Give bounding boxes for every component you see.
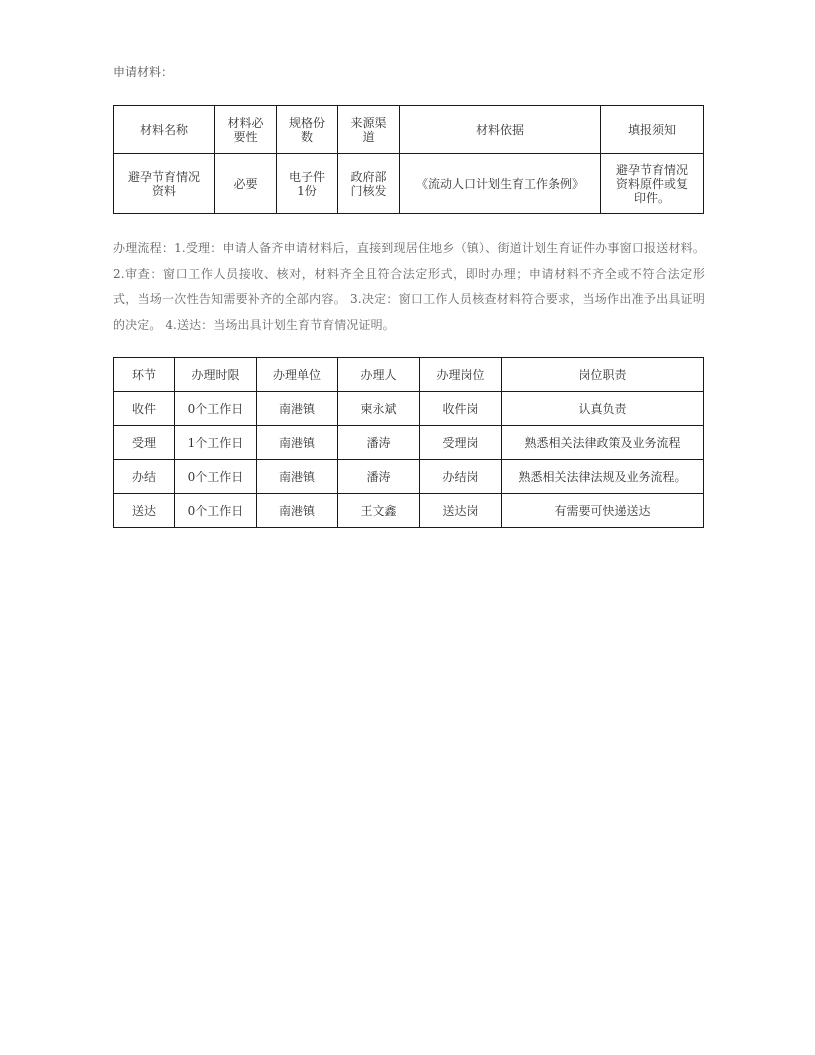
steps-header-time-limit: 办理时限 xyxy=(175,358,257,392)
step-post-cell: 办结岗 xyxy=(420,460,502,494)
step-post-cell: 送达岗 xyxy=(420,494,502,528)
process-steps-table xyxy=(113,357,704,528)
step-time-limit-cell: 0个工作日 xyxy=(175,460,257,494)
material-copies-cell: 电子件1份 xyxy=(277,154,338,214)
process-description: 办理流程：1.受理：申请人备齐申请材料后，直接到现居住地乡（镇）、街道计划生育证件办事窗口报送材料。2.审查：窗口工作人员接收、核对，材料齐全且符合法定形式，即时办理；申请材料不齐全或不符合法定形式，当场一次性告知需要补齐的全部内容。 3.决定：窗口工作人员核查材料符合要求，当场作出准予出具证明的决定。 4.送达：当场出具计划生育节育情况证明。 xyxy=(113,241,705,333)
step-time-limit-cell: 1个工作日 xyxy=(175,426,257,460)
step-post-cell: 收件岗 xyxy=(420,392,502,426)
step-unit-cell: 南港镇 xyxy=(257,392,338,426)
step-handler-cell: 柬永斌 xyxy=(338,392,420,426)
material-basis-cell: 《流动人口计划生育工作条例》 xyxy=(400,154,601,214)
step-handler-cell: 潘涛 xyxy=(338,460,420,494)
steps-row xyxy=(114,494,704,528)
materials-table xyxy=(113,105,704,214)
step-time-limit-cell: 0个工作日 xyxy=(175,494,257,528)
step-stage-cell: 收件 xyxy=(114,392,175,426)
materials-heading: 申请材料： xyxy=(113,65,174,79)
material-notes-cell: 避孕节育情况资料原件或复印件。 xyxy=(601,154,704,214)
material-name-cell: 避孕节育情况资料 xyxy=(114,154,215,214)
material-source-cell: 政府部门核发 xyxy=(338,154,400,214)
materials-header-necessity: 材料必要性 xyxy=(215,106,277,154)
steps-row xyxy=(114,392,704,426)
step-unit-cell: 南港镇 xyxy=(257,460,338,494)
step-duty-cell: 有需要可快递送达 xyxy=(502,494,704,528)
step-duty-cell: 熟悉相关法律政策及业务流程 xyxy=(502,426,704,460)
materials-header-basis: 材料依据 xyxy=(400,106,601,154)
step-duty-cell: 熟悉相关法律法规及业务流程。 xyxy=(502,460,704,494)
steps-row xyxy=(114,426,704,460)
step-unit-cell: 南港镇 xyxy=(257,426,338,460)
step-stage-cell: 办结 xyxy=(114,460,175,494)
materials-header-notes: 填报须知 xyxy=(601,106,704,154)
materials-header-row xyxy=(114,106,704,154)
steps-row xyxy=(114,460,704,494)
materials-row xyxy=(114,154,704,214)
step-time-limit-cell: 0个工作日 xyxy=(175,392,257,426)
step-duty-cell: 认真负责 xyxy=(502,392,704,426)
steps-header-row xyxy=(114,358,704,392)
step-stage-cell: 送达 xyxy=(114,494,175,528)
materials-header-name: 材料名称 xyxy=(114,106,215,154)
materials-header-copies: 规格份数 xyxy=(277,106,338,154)
steps-header-stage: 环节 xyxy=(114,358,175,392)
steps-header-handler: 办理人 xyxy=(338,358,420,392)
step-post-cell: 受理岗 xyxy=(420,426,502,460)
steps-header-post: 办理岗位 xyxy=(420,358,502,392)
steps-header-unit: 办理单位 xyxy=(257,358,338,392)
materials-header-source: 来源渠道 xyxy=(338,106,400,154)
step-handler-cell: 王文鑫 xyxy=(338,494,420,528)
step-stage-cell: 受理 xyxy=(114,426,175,460)
steps-header-duty: 岗位职责 xyxy=(502,358,704,392)
step-handler-cell: 潘涛 xyxy=(338,426,420,460)
material-necessity-cell: 必要 xyxy=(215,154,277,214)
step-unit-cell: 南港镇 xyxy=(257,494,338,528)
